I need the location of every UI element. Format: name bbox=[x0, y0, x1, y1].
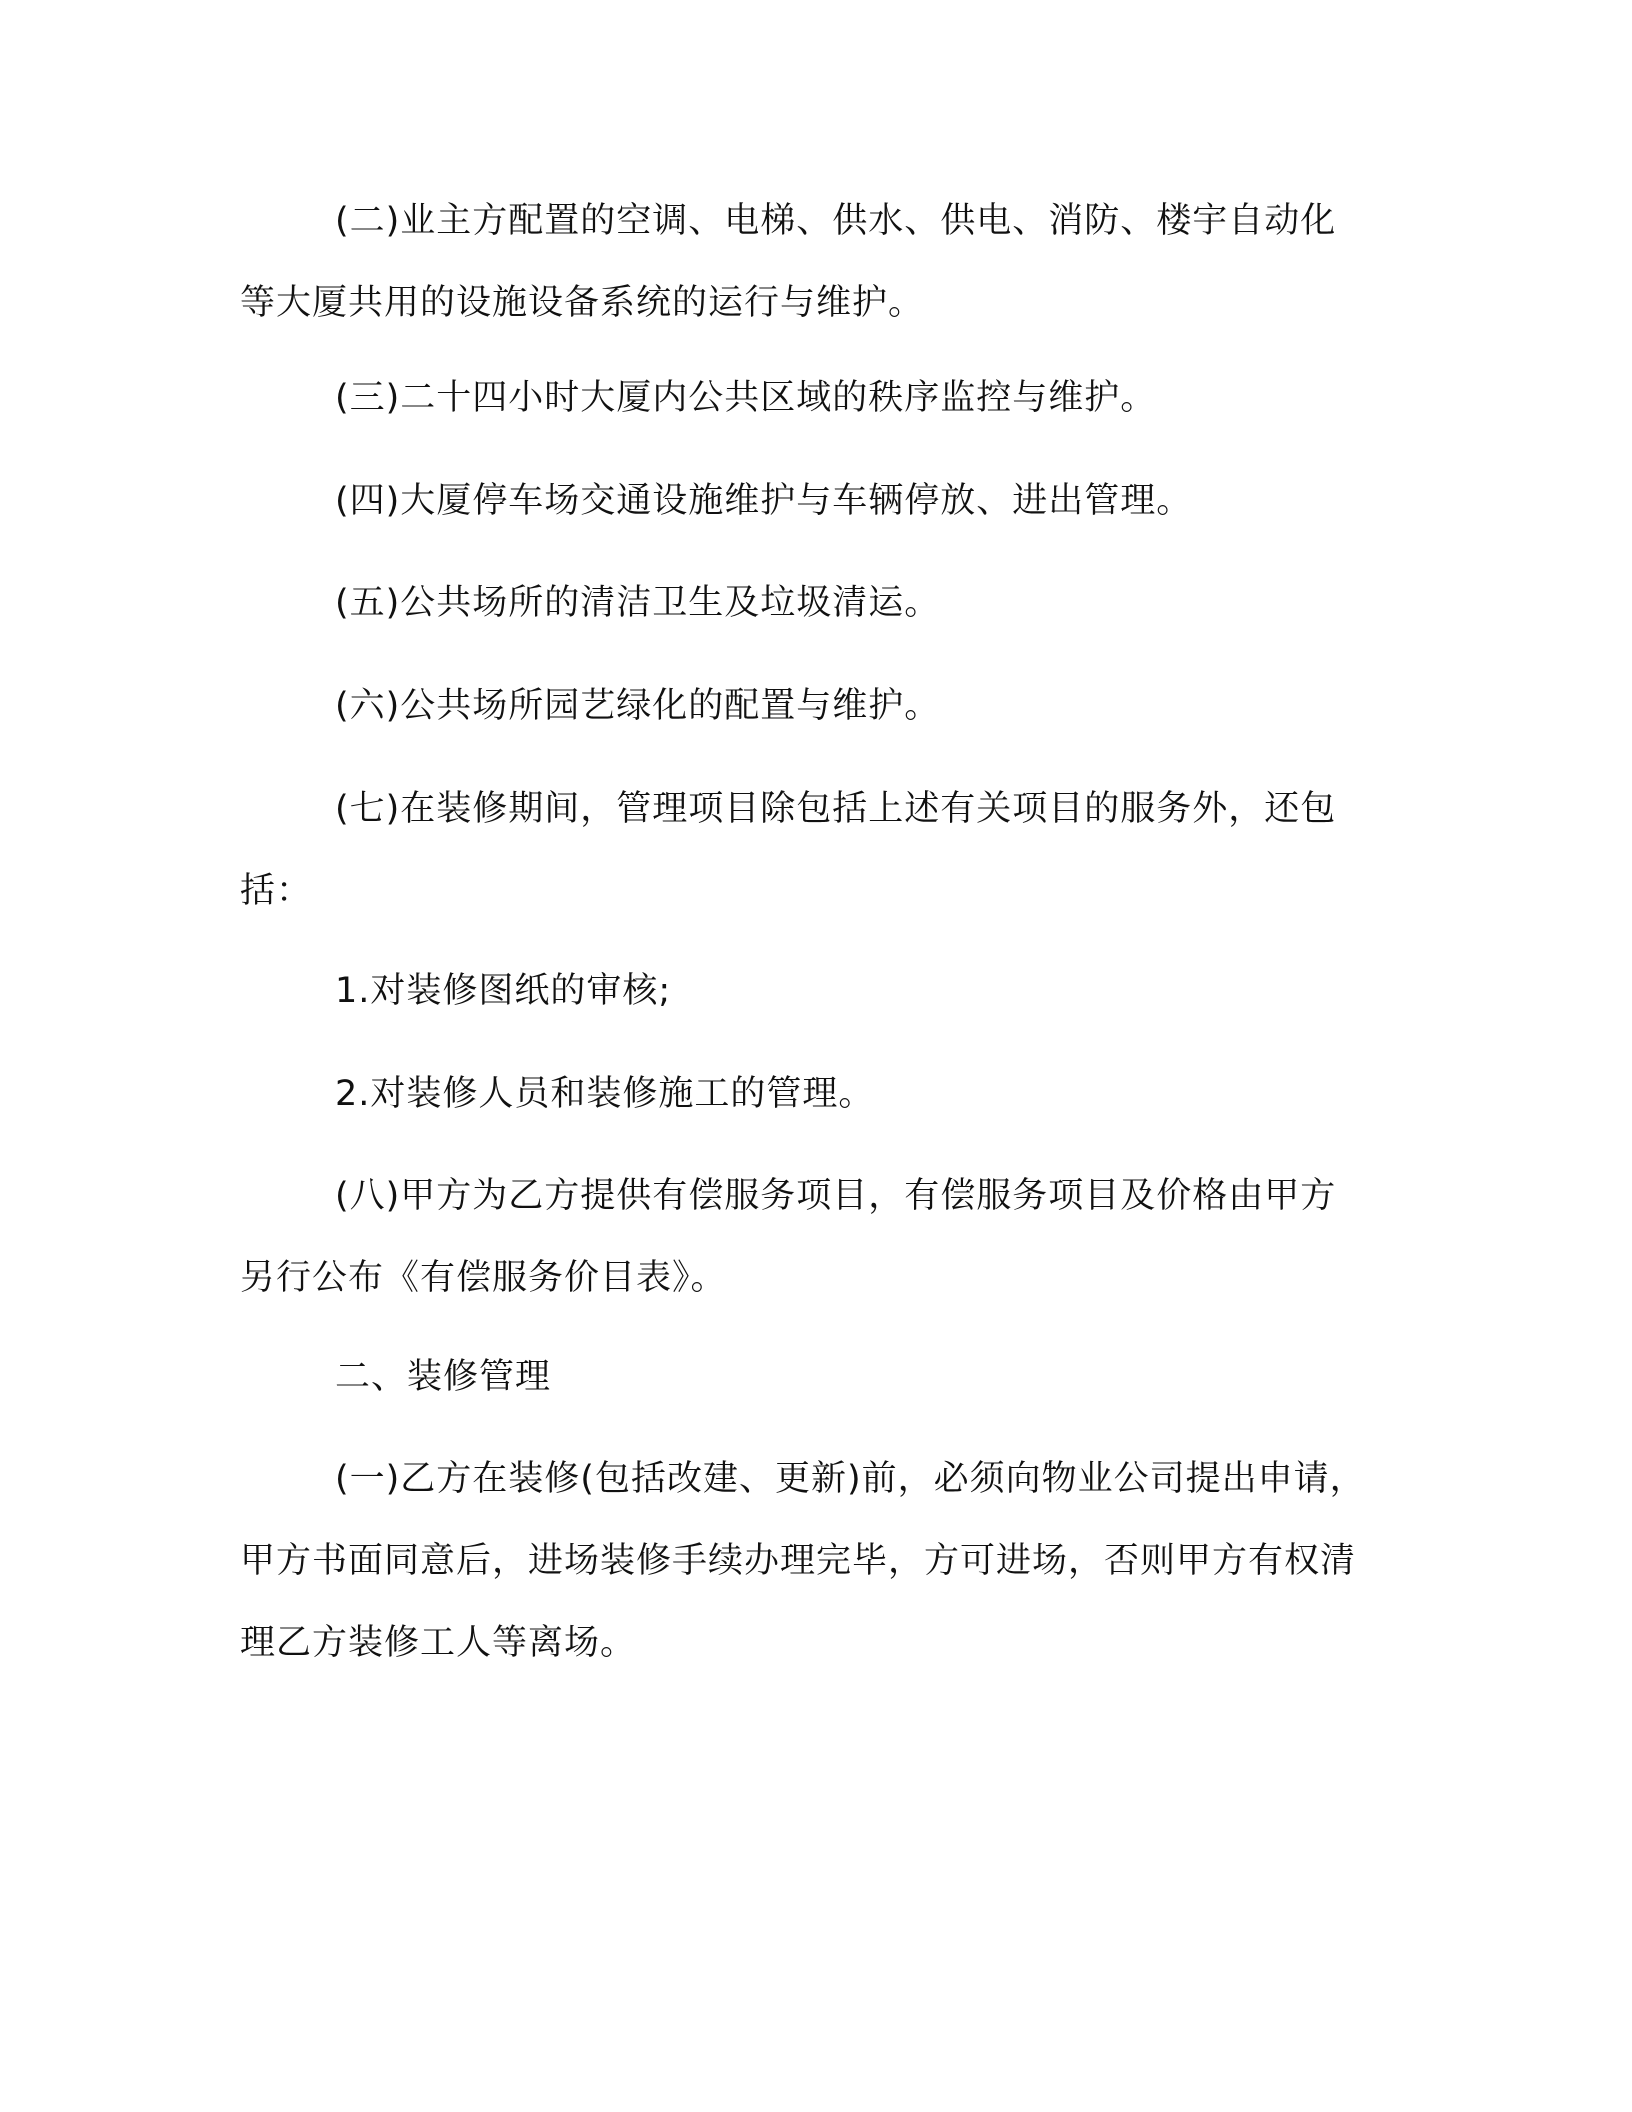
paragraph-4-parking: (四)大厦停车场交通设施维护与车辆停放、进出管理。 bbox=[335, 481, 1193, 521]
paragraph-7-renovation: (七)在装修期间，管理项目除包括上述有关项目的服务外，还包括： bbox=[240, 789, 1337, 911]
section-heading-renovation-management: 二、装修管理 bbox=[335, 1357, 552, 1397]
paragraph-1-renovation-application: (一)乙方在装修(包括改建、更新)前，必须向物业公司提出申请，甲方书面同意后，进场装修手续办理完毕，方可进场，否则甲方有权清理乙方装修工人等离场。 bbox=[240, 1459, 1366, 1663]
paragraph-8-paid-services: (八)甲方为乙方提供有偿服务项目，有偿服务项目及价格由甲方另行公布《有偿服务价目表》。 bbox=[240, 1176, 1337, 1298]
paragraph-6-greening: (六)公共场所园艺绿化的配置与维护。 bbox=[335, 686, 941, 726]
list-item-2-personnel: 2.对装修人员和装修施工的管理。 bbox=[335, 1074, 875, 1114]
paragraph-3-security: (三)二十四小时大厦内公共区域的秩序监控与维护。 bbox=[335, 378, 1157, 418]
paragraph-2-facilities: (二)业主方配置的空调、电梯、供水、供电、消防、楼宇自动化等大厦共用的设施设备系统的运行与维护。 bbox=[240, 201, 1337, 323]
list-item-1-drawing-review: 1.对装修图纸的审核; bbox=[335, 971, 672, 1011]
paragraph-5-cleaning: (五)公共场所的清洁卫生及垃圾清运。 bbox=[335, 583, 941, 623]
